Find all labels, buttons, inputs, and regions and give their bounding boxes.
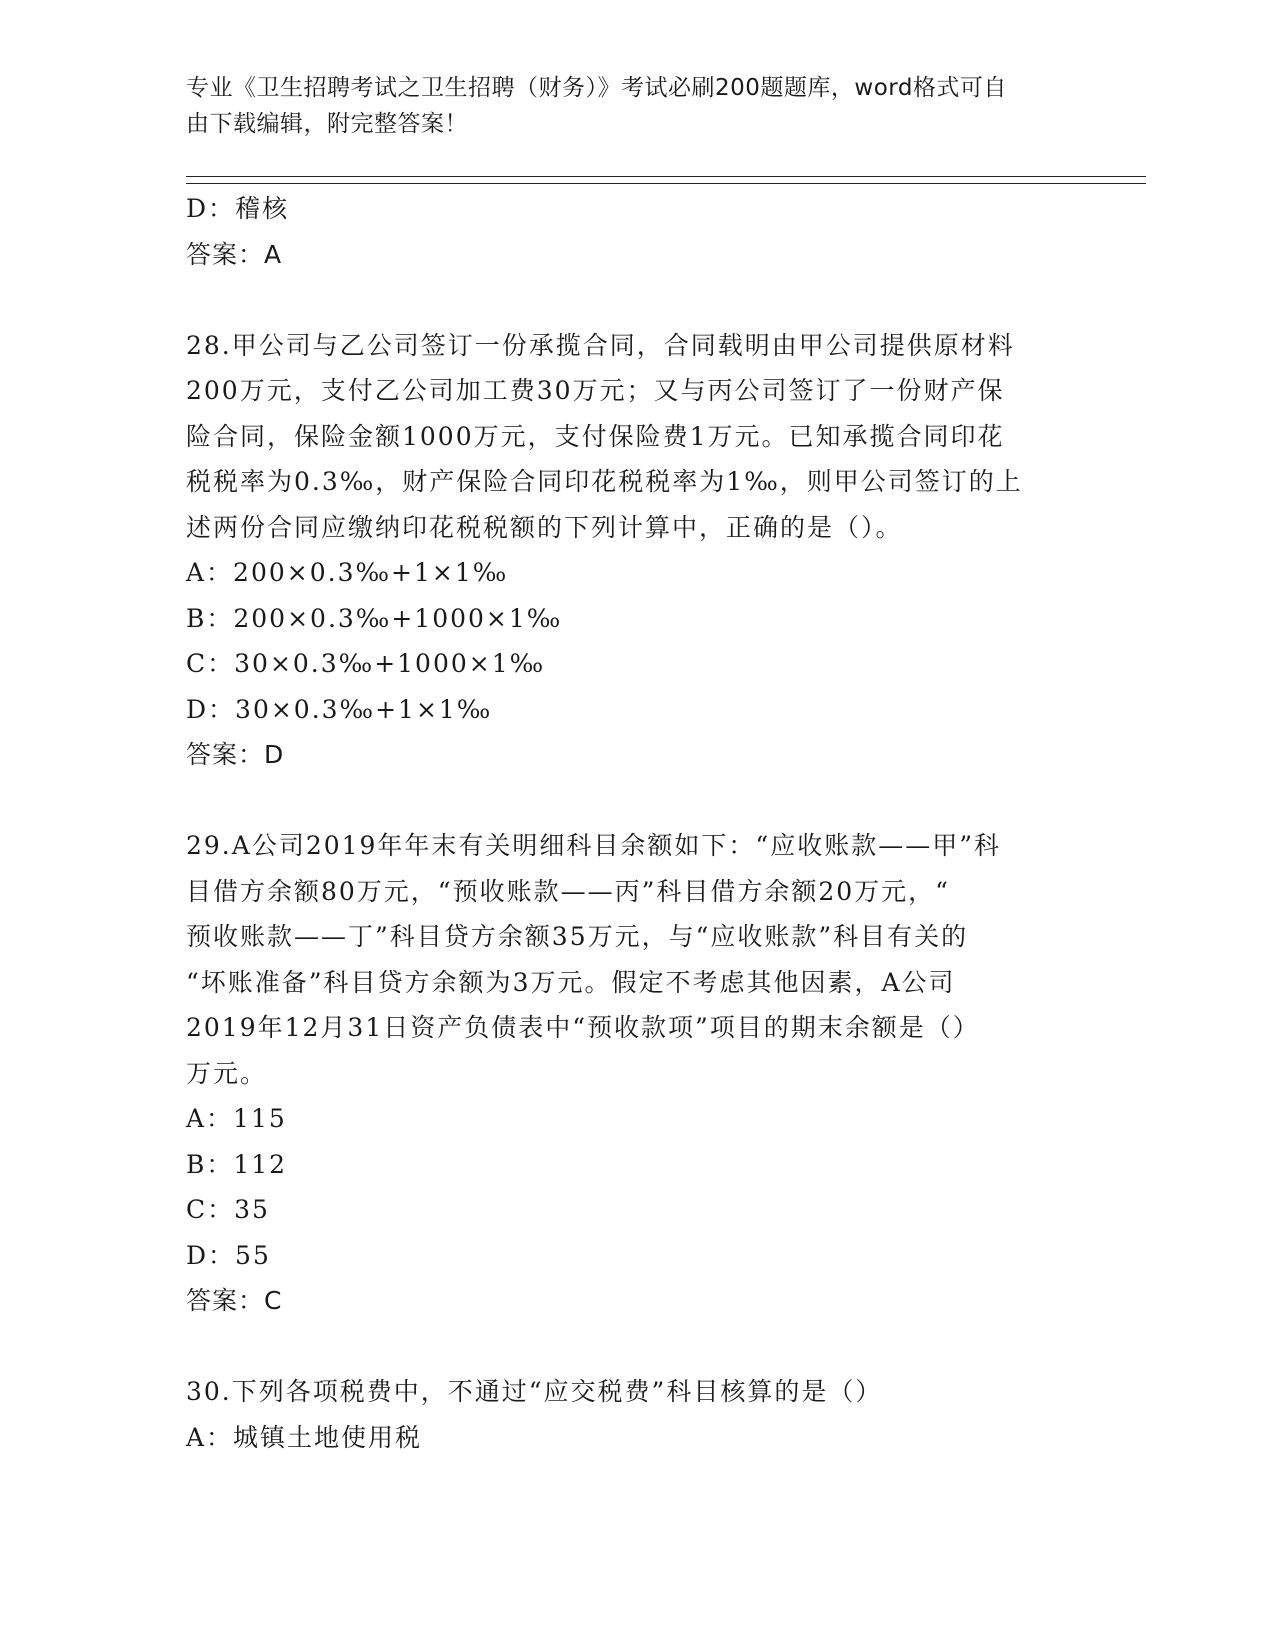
question-28-line: 述两份合同应缴纳印花税税额的下列计算中，正确的是（）。: [186, 512, 903, 542]
header-title-line-1: 专业《卫生招聘考试之卫生招聘（财务）》考试必刷200题题库，word格式可自: [186, 75, 1007, 101]
question-30-option-a: A：城镇土地使用税: [186, 1422, 423, 1452]
question-28: [186, 323, 1086, 778]
question-28-option-c: C：30×0.3‰+1000×1‰: [186, 649, 546, 678]
spacer: [186, 778, 1086, 824]
question-28-option-a: A：200×0.3‰+1×1‰: [186, 558, 509, 587]
prev-option-d: D：稽核: [186, 194, 290, 223]
question-28-line: 险合同，保险金额1000万元，支付保险费1万元。已知承揽合同印花: [186, 421, 1005, 451]
question-29-line: “坏账准备”科目贷方余额为3万元。假定不考虑其他因素，A公司: [186, 967, 956, 997]
question-30-line: 30.下列各项税费中，不通过“应交税费”科目核算的是（）: [186, 1377, 883, 1406]
question-30: [186, 1369, 1086, 1460]
question-28-option-d: D：30×0.3‰+1×1‰: [186, 694, 493, 724]
question-28-option-b: B：200×0.3‰+1000×1‰: [186, 603, 563, 633]
header-title-line-2: 由下载编辑，附完整答案！: [186, 111, 468, 137]
question-29-line: 2019年12月31日资产负债表中“预收款项”项目的期末余额是（）: [186, 1013, 980, 1042]
header-divider: [186, 176, 1146, 184]
question-28-line: 税税率为0.3‰，财产保险合同印花税税率为1‰，则甲公司签订的上: [186, 467, 1023, 496]
page-header: [186, 70, 1066, 142]
question-29-line: 预收账款——丁”科目贷方余额35万元，与“应收账款”科目有关的: [186, 922, 969, 951]
question-28-answer: 答案：D: [186, 740, 285, 769]
question-29-option-c: C：35: [186, 1195, 270, 1224]
question-29-option-d: D：55: [186, 1240, 271, 1270]
question-29-line: 目借方余额80万元，“预收账款——丙”科目借方余额20万元，“: [186, 876, 950, 906]
prev-answer: 答案：A: [186, 239, 283, 269]
question-29-option-b: B：112: [186, 1149, 288, 1179]
question-28-line: 28.甲公司与乙公司签订一份承揽合同，合同载明由甲公司提供原材料: [186, 330, 1015, 360]
document-body: [186, 186, 1086, 1460]
question-29-option-a: A：115: [186, 1104, 287, 1133]
spacer: [186, 1324, 1086, 1370]
question-29-line: 29.A公司2019年年末有关明细科目余额如下：“应收账款——甲”科: [186, 831, 1001, 860]
question-29-answer: 答案：C: [186, 1286, 283, 1315]
question-29: [186, 823, 1086, 1324]
question-28-line: 200万元，支付乙公司加工费30万元；又与丙公司签订了一份财产保: [186, 376, 1005, 405]
question-29-line: 万元。: [186, 1058, 268, 1088]
spacer: [186, 277, 1086, 323]
